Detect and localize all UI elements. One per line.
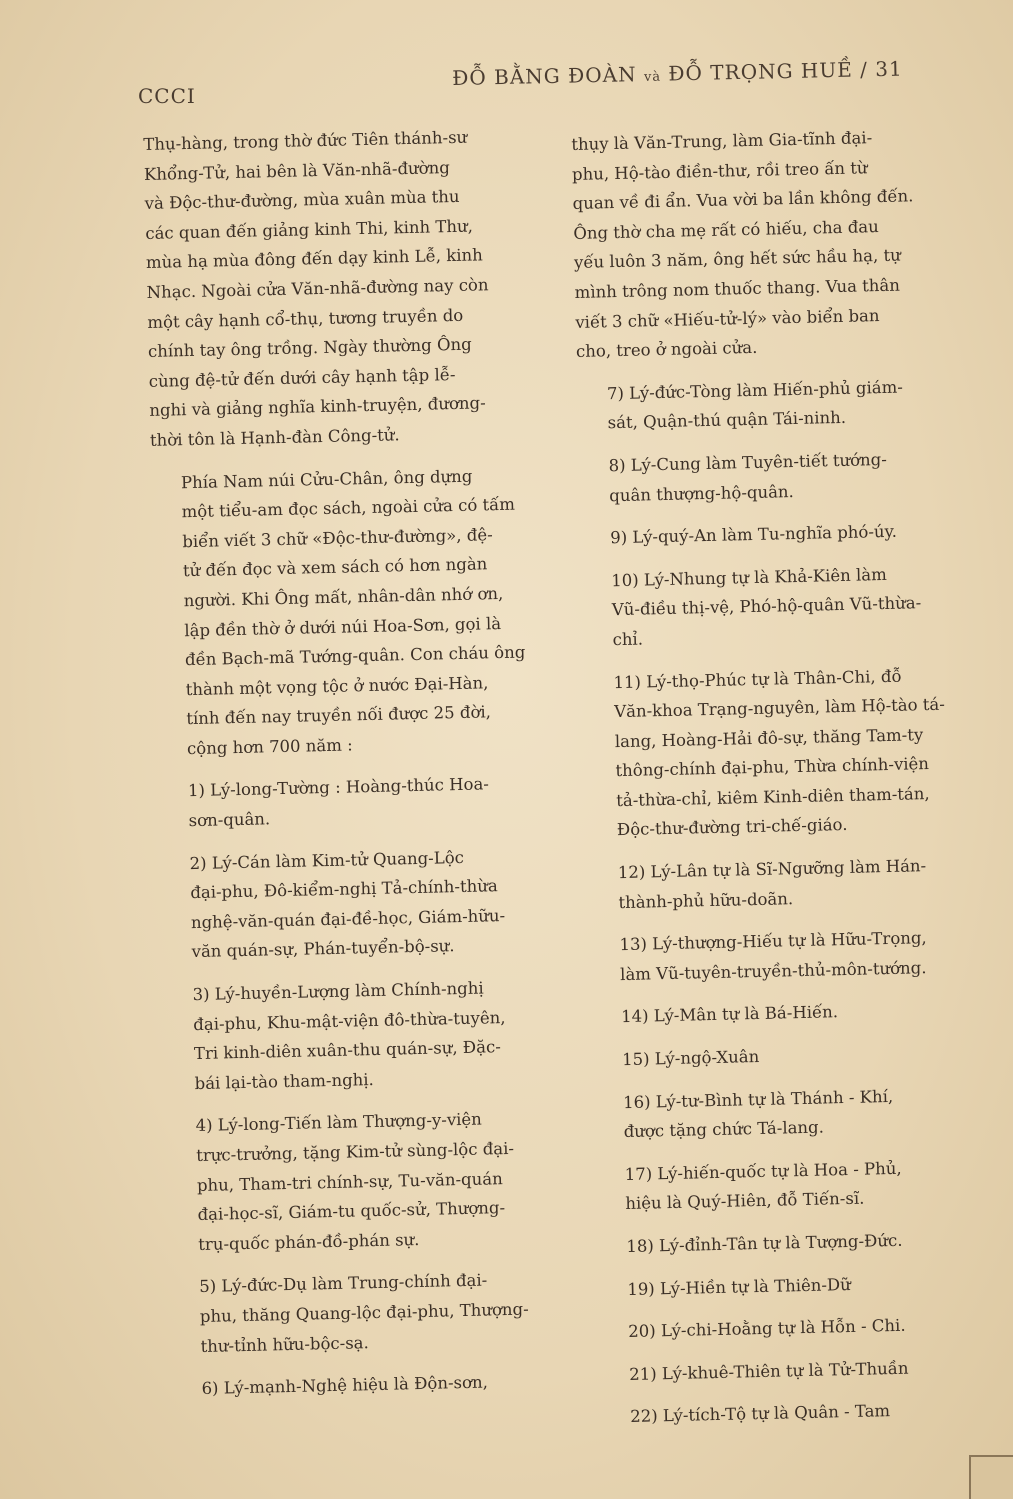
- text-line: 21) Lý-khuê-Thiên tự là Tử-Thuần: [629, 1358, 909, 1384]
- text-line: Ông thờ cha mẹ rất có hiếu, cha đau: [573, 216, 879, 243]
- paragraph: [583, 659, 997, 846]
- text-line: thời tôn là Hạnh-đàn Công-tử.: [149, 425, 400, 450]
- paragraph: [171, 1366, 582, 1405]
- text-line: lập đền thờ ở dưới núi Hoa-Sơn, gọi là: [184, 613, 502, 640]
- text-line: Thụ-hàng, trong thờ đức Tiên thánh-sư: [143, 127, 468, 154]
- paragraph: [589, 922, 1000, 990]
- text-line: 9) Lý-quý-An làm Tu-nghĩa phó-úy.: [610, 521, 898, 548]
- text-line: phu, Hộ-tào điền-thư, rồi treo ấn từ: [571, 157, 868, 184]
- paragraph: [159, 840, 572, 968]
- paragraph: [591, 994, 1002, 1033]
- left-column: [143, 121, 582, 1418]
- paragraph: [165, 1103, 578, 1260]
- text-line: tính đến nay truyền nối được 25 đời,: [186, 702, 492, 729]
- text-line: cùng đệ-tử đến dưới cây hạnh tập lễ-: [148, 364, 456, 391]
- text-line: Nhạc. Ngoài cửa Văn-nhã-đường nay còn: [146, 275, 489, 302]
- text-line: 5) Lý-đức-Dụ làm Trung-chính đại-: [199, 1270, 488, 1297]
- paragraph: [596, 1223, 1007, 1262]
- text-line: 4) Lý-long-Tiến làm Thượng-y-viện: [195, 1109, 483, 1136]
- text-line: quan về đi ẩn. Vua vời ba lần không đến.: [572, 186, 914, 214]
- text-line: thành một vọng tộc ở nước Đại-Hàn,: [185, 672, 489, 699]
- text-line: bái lại-tào tham-nghị.: [194, 1069, 375, 1093]
- paragraph: [588, 850, 999, 918]
- text-line: 2) Lý-Cán làm Kim-tử Quang-Lộc: [189, 847, 465, 873]
- text-line: sát, Quận-thú quận Tái-ninh.: [607, 408, 847, 433]
- page-code: CCCI: [138, 84, 196, 108]
- paragraph: [592, 1036, 1003, 1075]
- text-line: 22) Lý-tích-Tộ tự là Quân - Tam: [629, 1401, 891, 1427]
- text-line: được tặng chức Tá-lang.: [623, 1117, 825, 1142]
- paragraph: [593, 1079, 1004, 1147]
- text-line: 17) Lý-hiến-quốc tự là Hoa - Phủ,: [624, 1158, 902, 1184]
- text-line: 1) Lý-long-Tường : Hoàng-thúc Hoa-: [187, 774, 490, 801]
- text-line: sơn-quân.: [188, 809, 271, 831]
- text-line: hiệu là Quý-Hiên, đỗ Tiến-sĩ.: [625, 1189, 865, 1214]
- text-line: mùa hạ mùa đông đến dạy kinh Lễ, kinh: [145, 245, 483, 273]
- text-line: các quan đến giảng kinh Thi, kinh Thư,: [145, 216, 474, 243]
- text-line: đại-phu, Khu-mật-viện đô-thừa-tuyên,: [193, 1007, 506, 1034]
- text-line: viết 3 chữ «Hiếu-tử-lý» vào biển ban: [575, 305, 880, 332]
- text-line: và Độc-thư-đường, mùa xuân mùa thu: [144, 187, 460, 214]
- text-line: Văn-khoa Trạng-nguyên, làm Hộ-tào tá-: [613, 694, 946, 722]
- right-column: [571, 121, 1011, 1446]
- paragraph: [151, 459, 568, 764]
- text-line: phu, thăng Quang-lộc đại-phu, Thượng-: [199, 1299, 529, 1326]
- text-line: thông-chính đại-phu, Thừa chính-viện: [615, 754, 930, 781]
- text-line: thư-tỉnh hữu-bộc-sạ.: [200, 1332, 369, 1356]
- text-line: mình trông nom thuốc thang. Vua thân: [574, 275, 901, 302]
- text-line: 11) Lý-thọ-Phúc tự là Thân-Chi, đỗ: [613, 666, 902, 692]
- text-line: trụ-quốc phán-đồ-phán sự.: [198, 1229, 420, 1254]
- paragraph: [578, 443, 989, 511]
- text-line: 6) Lý-mạnh-Nghệ hiệu là Độn-sơn,: [201, 1372, 489, 1399]
- text-line: văn quán-sự, Phán-tuyển-bộ-sự.: [191, 936, 455, 962]
- header-conjunction: và: [643, 69, 662, 85]
- paragraph: [158, 768, 569, 836]
- text-line: đại-phu, Đô-kiểm-nghị Tả-chính-thừa: [190, 876, 498, 903]
- text-line: 12) Lý-Lân tự là Sĩ-Ngưỡng làm Hán-: [617, 856, 927, 883]
- paragraph: [571, 121, 986, 367]
- text-line: tả-thừa-chỉ, kiêm Kinh-diên tham-tán,: [616, 783, 930, 811]
- text-line: yếu luôn 3 năm, ông hết sức hầu hạ, tự: [573, 245, 901, 273]
- text-line: người. Khi Ông mất, nhân-dân nhớ ơn,: [183, 583, 504, 611]
- text-line: biển viết 3 chữ «Độc-thư-đường», đệ-: [182, 524, 493, 551]
- paragraph: [162, 972, 575, 1100]
- running-header: [452, 57, 903, 90]
- text-line: phu, Tham-tri chính-sự, Tu-văn-quán: [196, 1168, 503, 1195]
- text-line: Khổng-Tử, hai bên là Văn-nhã-đường: [143, 157, 450, 184]
- text-line: 13) Lý-thượng-Hiếu tự là Hữu-Trọng,: [619, 928, 927, 955]
- text-line: 19) Lý-Hiền tự là Thiên-Dữ: [627, 1274, 852, 1299]
- paragraph: [580, 515, 991, 554]
- paragraph: [577, 370, 988, 438]
- text-line: 15) Lý-ngộ-Xuân: [621, 1047, 760, 1070]
- text-line: đại-học-sĩ, Giám-tu quốc-sử, Thượng-: [197, 1198, 506, 1225]
- paragraph: [143, 121, 560, 456]
- paragraph: [598, 1309, 1009, 1348]
- text-line: 18) Lý-đỉnh-Tân tự là Tượng-Đức.: [626, 1230, 903, 1257]
- text-line: chỉ.: [612, 629, 644, 650]
- text-line: nghi và giảng nghĩa kinh-truyện, đương-: [149, 393, 486, 421]
- text-line: Phía Nam núi Cửu-Chân, ông dựng: [180, 466, 473, 492]
- paragraph: [594, 1151, 1005, 1219]
- text-line: 16) Lý-tư-Bình tự là Thánh - Khí,: [622, 1086, 894, 1112]
- text-line: trực-trưởng, tặng Kim-tử sùng-lộc đại-: [196, 1138, 515, 1166]
- text-line: Độc-thư-đường tri-chế-giáo.: [616, 815, 848, 840]
- folded-corner: [969, 1455, 1013, 1499]
- paragraph: [599, 1351, 1010, 1390]
- text-line: 8) Lý-Cung làm Tuyên-tiết tướng-: [608, 449, 888, 476]
- text-line: làm Vũ-tuyên-truyền-thủ-môn-tướng.: [619, 957, 927, 984]
- text-line: lang, Hoàng-Hải đô-sự, thăng Tam-ty: [614, 724, 924, 751]
- paragraph: [169, 1264, 581, 1362]
- text-line: 10) Lý-Nhung tự là Khả-Kiên làm: [611, 564, 887, 590]
- text-line: 20) Lý-chi-Hoằng tự là Hỗn - Chi.: [628, 1315, 906, 1342]
- text-line: Tri kinh-diên xuân-thu quán-sự, Đặc-: [193, 1037, 501, 1064]
- text-line: 14) Lý-Mân tự là Bá-Hiến.: [620, 1002, 839, 1027]
- text-line: thành-phủ hữu-doãn.: [618, 888, 794, 912]
- paragraph: [581, 557, 993, 655]
- text-line: nghệ-văn-quán đại-đề-học, Giám-hữu-: [190, 905, 506, 932]
- text-line: đền Bạch-mã Tướng-quân. Con cháu ông: [184, 642, 526, 670]
- text-line: chính tay ông trồng. Ngày thường Ông: [147, 334, 472, 362]
- header-authors-1: ĐỖ BẰNG ĐOÀN: [452, 62, 637, 90]
- text-line: tử đến đọc và xem sách có hơn ngàn: [182, 554, 488, 581]
- header-authors-2: ĐỖ TRỌNG HUỀ / 31: [668, 56, 903, 86]
- text-line: quân thượng-hộ-quân.: [609, 481, 794, 505]
- text-line: cộng hơn 700 năm :: [186, 735, 353, 759]
- text-line: 3) Lý-huyền-Lượng làm Chính-nghị: [192, 978, 484, 1005]
- text-line: 7) Lý-đức-Tòng làm Hiến-phủ giám-: [606, 377, 904, 403]
- paragraph: [597, 1266, 1008, 1305]
- paragraph: [600, 1394, 1011, 1433]
- text-line: một tiểu-am đọc sách, ngoài cửa có tấm: [181, 494, 516, 522]
- text-line: một cây hạnh cổ-thụ, tương truyền do: [147, 305, 464, 332]
- text-line: thụy là Văn-Trung, làm Gia-tĩnh đại-: [571, 128, 873, 154]
- text-line: cho, treo ở ngoài cửa.: [575, 337, 758, 362]
- text-line: Vũ-điều thị-vệ, Phó-hộ-quân Vũ-thừa-: [611, 593, 922, 620]
